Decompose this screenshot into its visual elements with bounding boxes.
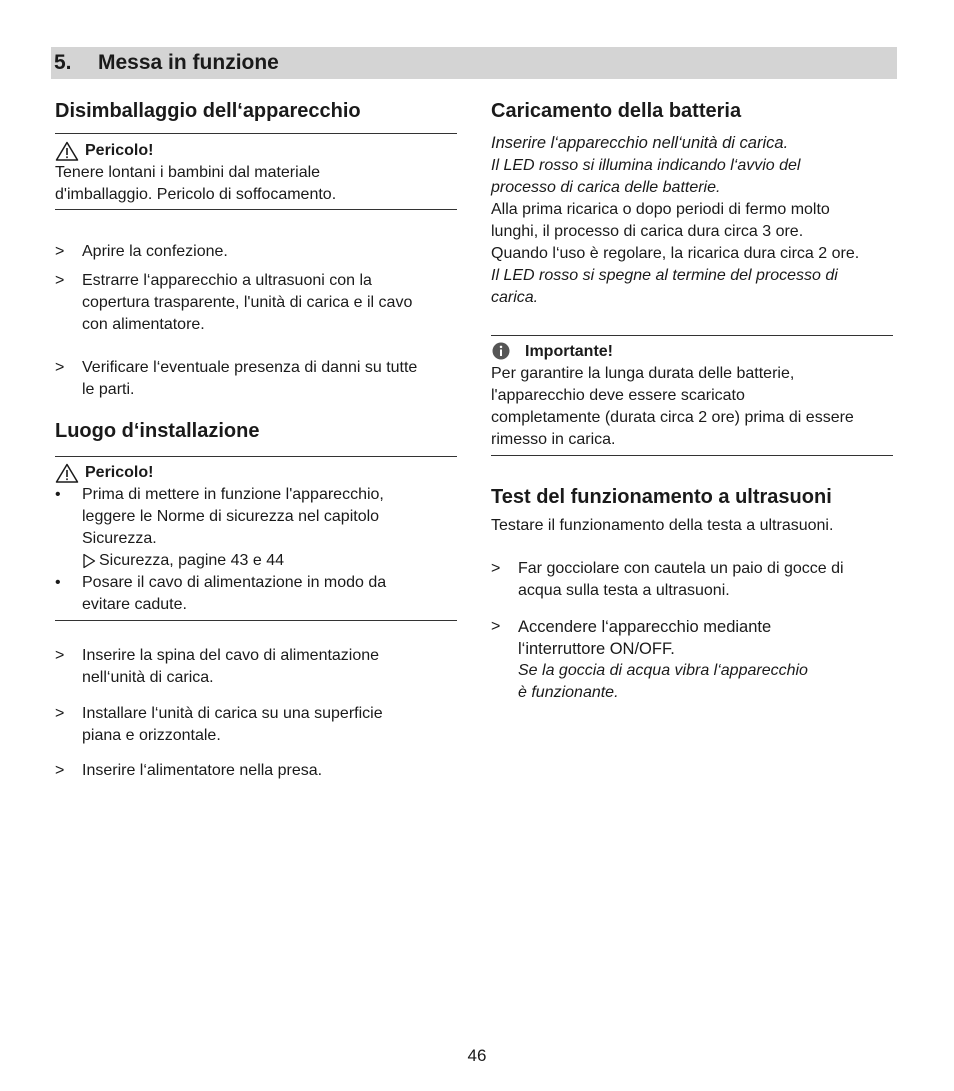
note-bottom-rule — [491, 455, 893, 456]
charging-result: carica. — [491, 289, 539, 306]
step-item — [491, 616, 897, 704]
cross-reference — [82, 550, 384, 572]
bullet-text: Sicurezza. — [82, 530, 157, 547]
step-item — [55, 241, 457, 263]
warning-box-installation — [55, 462, 457, 616]
page-number: 46 — [467, 1046, 487, 1065]
step-item — [55, 357, 457, 401]
heading-unpacking: Disimballaggio dell‘apparecchio — [55, 100, 361, 122]
charging-body: Quando l‘uso è regolare, la ricarica dura circa 2 ore. — [491, 245, 860, 262]
step-text: Aprire la confezione. — [82, 243, 228, 260]
bullet-text: Prima di mettere in funzione l'apparecchio, — [82, 486, 384, 503]
step-text: Accendere l‘apparecchio mediante — [518, 618, 772, 636]
step-marker: > — [491, 560, 501, 577]
charging-body: lunghi, il processo di carica dura circa 3 ore. — [491, 223, 804, 240]
note-text: completamente (durata circa 2 ore) prima di essere — [491, 409, 854, 426]
note-text: rimesso in carica. — [491, 431, 616, 448]
reference-arrow-icon — [82, 553, 96, 569]
charging-body: Alla prima ricarica o dopo periodi di fermo molto — [491, 201, 830, 218]
charging-result: Il LED rosso si spegne al termine del processo di — [491, 267, 838, 284]
step-marker: > — [55, 243, 65, 260]
step-marker: > — [55, 647, 65, 664]
step-text: copertura trasparente, l'unità di carica e il cavo — [82, 294, 413, 311]
note-text: l'apparecchio deve essere scaricato — [491, 387, 745, 404]
step-item — [491, 558, 897, 602]
bullet-text: Posare il cavo di alimentazione in modo da — [82, 574, 387, 591]
note-top-rule — [491, 335, 893, 336]
warning-text: Tenere lontani i bambini dal materiale — [55, 164, 321, 181]
warning-icon — [55, 141, 79, 161]
step-text: con alimentatore. — [82, 316, 205, 333]
note-box-important — [491, 341, 897, 451]
heading-installation: Luogo d‘installazione — [55, 420, 260, 442]
note-header — [491, 341, 897, 363]
reference-text: Sicurezza, pagine 43 e 44 — [99, 552, 285, 569]
warning-top-rule — [55, 456, 457, 457]
step-text: le parti. — [82, 381, 135, 398]
step-marker: > — [55, 762, 65, 779]
bullet-marker: • — [55, 486, 61, 503]
step-item — [55, 270, 457, 336]
heading-charging: Caricamento della batteria — [491, 100, 742, 122]
bullet-text: evitare cadute. — [82, 596, 187, 613]
step-result: Se la goccia di acqua vibra l‘apparecchio — [518, 662, 808, 679]
step-text: Estrarre l‘apparecchio a ultrasuoni con la — [82, 272, 372, 289]
warning-top-rule — [55, 133, 457, 134]
warning-header — [55, 140, 457, 162]
step-text: Installare l‘unità di carica su una superficie — [82, 705, 383, 722]
charging-result: Il LED rosso si illumina indicando l‘avvio del — [491, 157, 801, 174]
step-marker: > — [491, 618, 501, 635]
step-text: Far gocciolare con cautela un paio di gocce di — [518, 560, 844, 577]
charging-result: processo di carica delle batterie. — [491, 179, 721, 196]
warning-header — [55, 462, 457, 484]
step-text: Inserire l‘alimentatore nella presa. — [82, 762, 323, 779]
step-result: è funzionante. — [518, 684, 619, 701]
warning-bottom-rule — [55, 620, 457, 621]
warning-bottom-rule — [55, 209, 457, 210]
step-marker: > — [55, 272, 65, 289]
bullet-text: leggere le Norme di sicurezza nel capitolo — [82, 508, 380, 525]
warning-text: d'imballaggio. Pericolo di soffocamento. — [55, 186, 337, 203]
section-title: Messa in funzione — [98, 51, 279, 74]
test-intro: Testare il funzionamento della testa a ultrasuoni. — [491, 517, 834, 534]
step-item — [55, 760, 457, 782]
step-text: l‘interruttore ON/OFF. — [518, 640, 675, 658]
step-text: nell‘unità di carica. — [82, 669, 214, 686]
step-item — [55, 645, 457, 689]
info-icon — [491, 342, 513, 362]
note-title: Importante! — [525, 343, 613, 360]
step-marker: > — [55, 705, 65, 722]
bullet-item — [55, 484, 457, 572]
step-text: Inserire la spina del cavo di alimentazione — [82, 647, 380, 664]
charging-instruction: Inserire l‘apparecchio nell‘unità di carica. — [491, 134, 789, 152]
step-item — [55, 703, 457, 747]
warning-icon — [55, 463, 79, 483]
bullet-item — [55, 572, 457, 616]
step-text: piana e orizzontale. — [82, 727, 221, 744]
charging-content — [491, 132, 911, 309]
heading-test: Test del funzionamento a ultrasuoni — [491, 486, 832, 508]
warning-box-unpacking — [55, 140, 457, 206]
section-header-bar — [51, 47, 897, 79]
note-text: Per garantire la lunga durata delle batterie, — [491, 365, 795, 382]
warning-title: Pericolo! — [85, 142, 154, 159]
warning-title: Pericolo! — [85, 464, 154, 481]
step-text: Verificare l‘eventuale presenza di danni su tutte — [82, 359, 418, 376]
step-marker: > — [55, 359, 65, 376]
bullet-marker: • — [55, 574, 61, 591]
step-text: acqua sulla testa a ultrasuoni. — [518, 582, 730, 599]
section-number: 5. — [54, 51, 72, 74]
